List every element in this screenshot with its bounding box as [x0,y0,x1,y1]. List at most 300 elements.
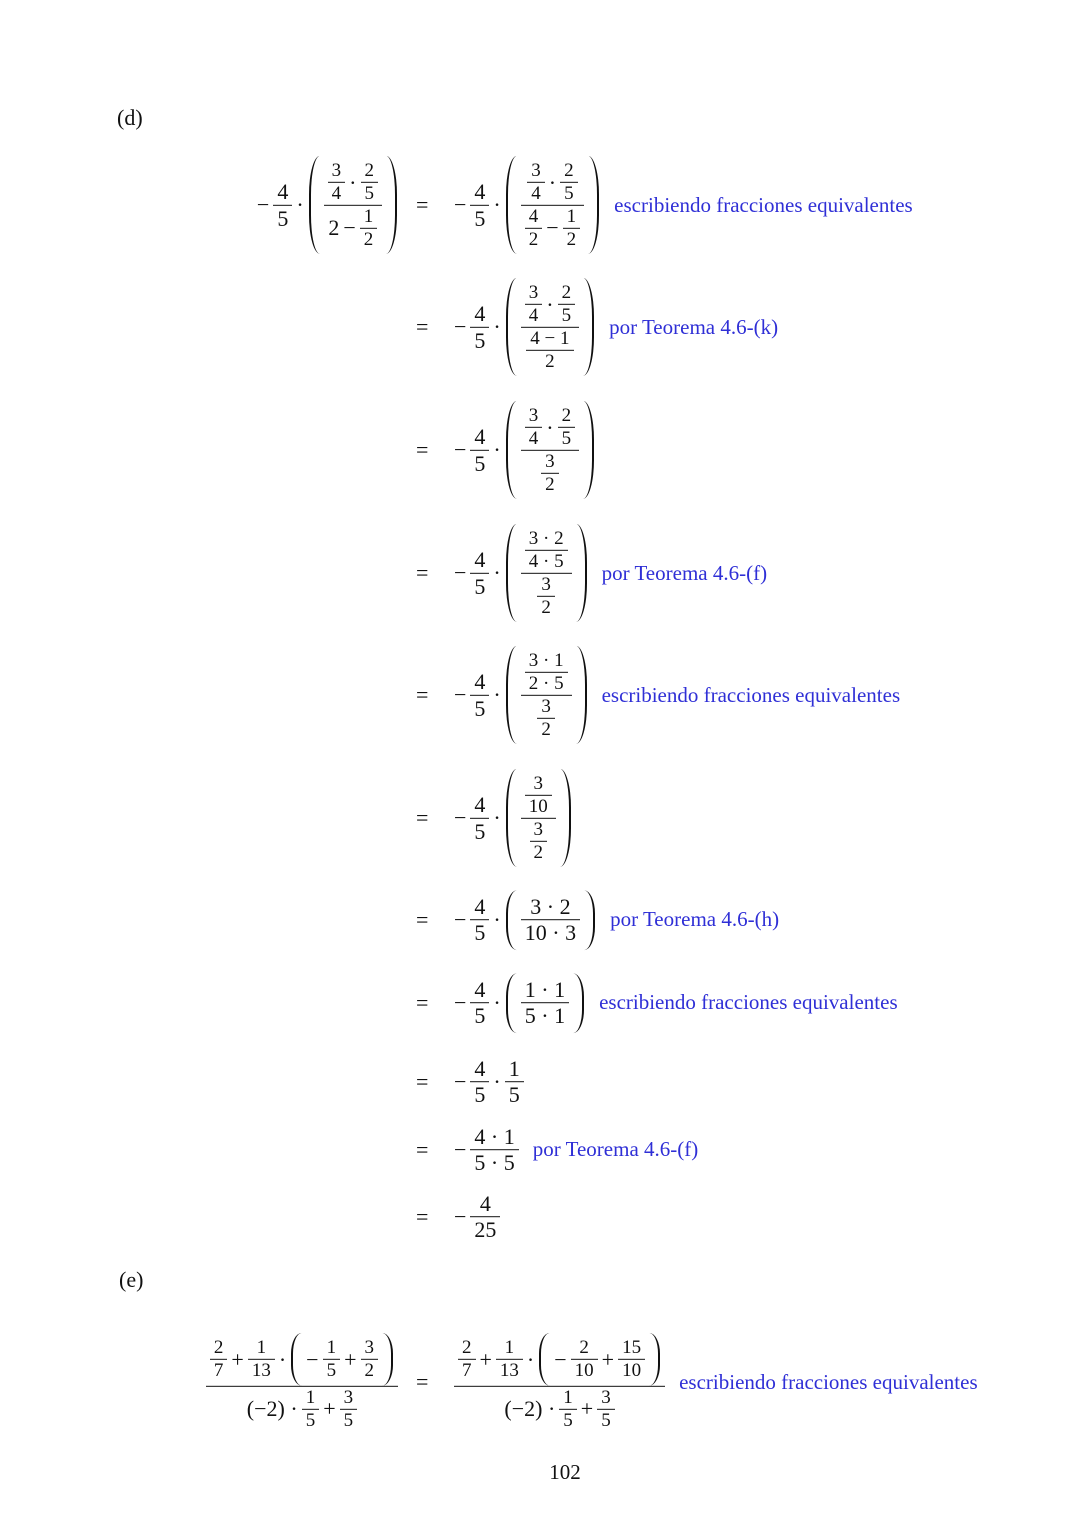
math-symbol: 13 [251,1359,271,1381]
math-symbol: + [601,1346,615,1372]
math-symbol: 4 [474,894,486,920]
math-symbol: 5 [305,1409,316,1431]
fraction [525,773,552,818]
math-group [452,646,590,744]
equals-sign: = [416,1204,429,1229]
math-group [204,1333,400,1431]
justification-note: por Teorema 4.6-(f) [532,1137,699,1162]
left-paren [506,973,517,1033]
math-symbol: 4 [474,547,486,573]
math-symbol: − [454,682,467,707]
equals-sign: = [416,805,429,830]
math-symbol: 1 [305,1386,316,1408]
left-hand-side [204,1333,400,1431]
math-symbol: − [256,192,270,217]
left-hand-side [255,156,400,254]
right-paren [588,156,599,254]
fraction [530,819,548,864]
math-symbol: 10 [622,1359,642,1381]
fraction [521,282,579,372]
denominator [360,228,378,250]
math-symbol: 3 [528,404,539,426]
fraction [470,1191,500,1243]
denominator [505,1083,524,1108]
fraction [560,160,578,205]
math-group [452,1056,526,1108]
math-group [523,282,577,327]
denominator [302,1409,320,1431]
denominator [537,718,555,740]
math-symbol: 13 [499,1359,519,1381]
denominator [521,206,584,251]
numerator [563,206,581,228]
math-symbol: 3 [541,695,551,717]
math-symbol: 3 [533,818,543,840]
denominator [470,1083,489,1108]
numerator [558,282,576,304]
math-symbol: 1 [508,1056,520,1082]
fraction [521,773,556,863]
math-symbol: 2 [541,718,551,740]
numerator [470,669,489,694]
math-symbol: 4 − 1 [530,327,570,349]
right-paren [576,524,587,622]
numerator [521,977,569,1002]
numerator [476,1191,495,1216]
numerator [559,1387,577,1409]
denominator [525,551,568,573]
denominator [563,228,581,250]
math-symbol: · [546,414,554,440]
numerator [470,424,489,449]
math-symbol: 3 · 2 [530,894,571,920]
numerator [537,574,555,596]
math-group [208,1333,396,1386]
fraction [618,1337,645,1382]
fraction [521,405,579,495]
math-group [452,401,597,499]
fraction [537,574,555,619]
math-symbol: + [479,1346,492,1372]
math-symbol: 5 [277,205,289,231]
fraction [361,160,379,205]
right-paren [584,890,595,950]
right-paren [386,156,397,254]
right-hand-side [452,646,900,744]
denominator [533,574,559,619]
denominator [361,1360,379,1382]
math-symbol: 4 [474,301,486,327]
right-hand-side [452,401,597,499]
math-symbol: 2 [545,350,555,372]
math-group [452,890,598,950]
math-symbol: − [454,1137,467,1162]
denominator [559,1409,577,1431]
right-paren [560,769,571,867]
denominator [541,473,559,495]
math-symbol: · [493,192,501,217]
math-symbol: (−2) · [246,1396,298,1422]
math-symbol: 3 · 1 [528,649,564,671]
math-group [456,1333,663,1386]
left-paren [506,401,517,499]
numerator [324,160,382,205]
math-group [452,1191,502,1243]
math-group [523,206,582,251]
right-paren [649,1333,660,1386]
fraction [302,1387,320,1432]
math-symbol: · [493,314,501,339]
fraction [558,405,576,450]
parenthesized-group [506,401,594,499]
parenthesized-group [506,973,584,1033]
math-symbol: 3 [601,1386,611,1408]
math-symbol: 2 [363,228,374,250]
math-symbol: 2 [528,228,539,250]
math-group [304,1337,380,1382]
fraction [521,977,569,1029]
math-symbol: 5 [474,695,486,721]
math-symbol: 5 [561,427,572,449]
right-hand-side [452,156,913,254]
math-symbol: 5 [326,1359,337,1381]
math-symbol: + [323,1396,336,1422]
fraction [597,1387,615,1432]
left-paren [506,524,517,622]
numerator [470,547,489,572]
math-symbol: · [493,1069,501,1094]
numerator [526,894,574,919]
math-symbol: 1 [363,205,374,227]
right-hand-side [452,1124,698,1176]
math-symbol: 4 [474,792,486,818]
left-paren [506,278,517,376]
math-symbol: 5 · 1 [524,1003,566,1029]
math-symbol: − [454,437,467,462]
parenthesized-group [506,524,587,622]
math-symbol: 2 [462,1336,472,1358]
numerator [470,894,489,919]
denominator [530,841,548,863]
denominator [470,1004,489,1029]
math-symbol: 4 [479,1191,491,1217]
fraction [470,424,489,476]
math-symbol: · [493,682,501,707]
left-paren [506,646,517,744]
equals-sign: = [416,907,429,932]
math-symbol: 4 [474,669,486,695]
math-symbol: 5 [474,205,486,231]
fraction [470,669,489,721]
math-symbol: − [454,1204,467,1229]
denominator [558,428,576,450]
paren-content [519,278,581,376]
parenthesized-group [506,646,587,744]
numerator [328,160,346,182]
math-symbol: 3 [343,1386,354,1408]
numerator [360,206,378,228]
math-group [525,160,579,205]
denominator [525,428,543,450]
fraction [525,282,543,327]
right-hand-side [452,278,778,376]
denominator [533,696,559,741]
math-symbol: 2 [579,1336,589,1358]
math-symbol: 10 [574,1359,594,1381]
numerator [521,773,556,818]
math-symbol: 10 [528,795,548,817]
math-symbol: 4 [474,424,486,450]
math-symbol: 2 [213,1336,224,1358]
math-symbol: 3 [331,159,342,181]
math-symbol: 3 [531,159,541,181]
numerator [527,160,545,182]
math-group [452,278,597,376]
math-group [326,160,380,205]
numerator [273,179,292,204]
right-paren [583,401,594,499]
parenthesized-group [506,890,595,950]
equals-sign: = [416,1069,429,1094]
fraction [521,894,580,946]
denominator [597,1409,615,1431]
numerator [530,773,548,795]
math-group [452,769,574,867]
math-symbol: 2 [564,159,574,181]
justification-note: escribiendo fracciones equivalentes [599,990,898,1015]
left-paren [506,769,517,867]
math-symbol: 4 [531,182,541,204]
math-symbol: − [454,192,467,217]
fraction [470,301,489,353]
math-symbol: 5 [474,1082,486,1108]
math-symbol: − [546,215,559,241]
numerator [458,1337,476,1359]
numerator [526,328,573,350]
denominator [526,819,552,864]
denominator [470,1218,500,1243]
math-group [255,156,400,254]
denominator [537,596,555,618]
math-symbol: 3 [541,573,551,595]
numerator [525,650,568,672]
paren-content [519,524,574,622]
paren-content [322,156,384,254]
numerator [470,977,489,1002]
fraction [541,451,559,496]
math-group [502,1387,616,1432]
denominator [558,305,576,327]
numerator [523,160,581,205]
right-paren [382,1333,393,1386]
paren-content [304,1333,380,1386]
math-symbol: · [296,192,304,217]
numerator [537,696,555,718]
math-symbol: · [493,805,501,830]
numerator [454,1333,665,1386]
parenthesized-group [506,278,594,376]
math-symbol: 4 [474,1056,486,1082]
denominator [470,921,489,946]
denominator [525,305,543,327]
math-symbol: 5 · 5 [474,1150,515,1176]
math-symbol: (−2) · [504,1396,556,1422]
denominator [527,183,545,205]
numerator [210,1337,228,1359]
fraction [470,547,489,599]
numerator [525,282,543,304]
math-symbol: 10 · 3 [524,920,577,946]
denominator [525,796,552,818]
math-symbol: 4 · 1 [474,1124,515,1150]
numerator [530,819,548,841]
right-hand-side [452,1056,526,1108]
equals-sign: = [416,1369,429,1394]
equals-sign: = [416,990,429,1015]
numerator [206,1333,398,1386]
numerator [618,1337,645,1359]
math-symbol: − [454,805,467,830]
math-symbol: 2 [545,473,555,495]
math-symbol: 5 [561,304,572,326]
fraction [340,1387,358,1432]
math-symbol: 2 [561,404,572,426]
numerator [575,1337,593,1359]
math-symbol: 7 [213,1359,224,1381]
equals-sign: = [416,314,429,339]
numerator [470,301,489,326]
numerator [541,451,559,473]
numerator [361,160,379,182]
math-symbol: 2 [541,596,551,618]
right-hand-side [452,890,779,950]
fraction [563,206,581,251]
math-group [552,1337,647,1382]
numerator [361,1337,379,1359]
left-paren [506,890,517,950]
math-symbol: − [454,560,467,585]
math-group [452,1124,521,1176]
math-symbol: 3 · 2 [528,527,564,549]
numerator [323,1337,341,1359]
fraction [525,405,543,450]
math-symbol: 2 [364,1359,374,1381]
parenthesized-group [539,1333,660,1386]
denominator [470,328,489,353]
justification-note: escribiendo fracciones equivalentes [601,682,901,707]
math-symbol: 5 [364,182,374,204]
part-e-label: (e) [119,1267,144,1292]
math-symbol: 3 [528,281,539,303]
paren-content [519,973,571,1033]
fraction [527,160,545,205]
denominator [361,183,379,205]
right-hand-side [452,769,574,867]
math-group [245,1387,359,1432]
numerator [521,650,572,695]
numerator [302,1387,320,1409]
math-symbol: 3 [545,450,555,472]
numerator [525,405,543,427]
paren-content [519,646,574,744]
math-group [452,973,587,1033]
parenthesized-group [506,156,599,254]
math-symbol: 3 [533,772,543,794]
denominator [560,183,578,205]
math-symbol: 5 [474,327,486,353]
fraction [558,282,576,327]
parenthesized-group [309,156,397,254]
fraction [505,1056,524,1108]
math-symbol: − [554,1346,567,1372]
math-symbol: 4 [528,205,539,227]
numerator [470,792,489,817]
denominator [470,1151,518,1176]
math-symbol: 1 [256,1336,267,1358]
paren-content [519,401,581,499]
justification-note: escribiendo fracciones equivalentes [614,192,913,217]
math-symbol: 4 · 5 [528,550,564,572]
math-symbol: − [454,990,467,1015]
fraction [273,179,292,231]
fraction [360,206,378,251]
math-group [326,206,379,251]
math-symbol: 5 [474,450,486,476]
math-group [452,524,590,622]
numerator [470,179,489,204]
denominator [522,328,577,373]
left-paren [539,1333,550,1386]
right-paren [576,646,587,744]
numerator [521,405,579,450]
part-d-label: (d) [117,105,143,130]
right-hand-side [452,524,767,622]
math-symbol: 4 [528,304,539,326]
denominator [210,1360,228,1382]
numerator [525,528,568,550]
math-symbol: + [231,1346,244,1372]
right-paren [573,973,584,1033]
denominator [618,1360,645,1382]
math-symbol: − [306,1346,319,1372]
math-symbol: 2 [566,228,577,250]
justification-note: por Teorema 4.6-(k) [609,314,779,339]
math-symbol: 2 [533,841,543,863]
math-symbol: 15 [622,1336,642,1358]
right-hand-side [452,973,898,1033]
math-symbol: · [546,291,554,317]
left-paren [309,156,320,254]
math-group [523,405,577,450]
justification-note: escribiendo fracciones equivalentes [679,1369,978,1394]
right-paren [583,278,594,376]
math-symbol: 5 [474,1003,486,1029]
denominator [458,1360,476,1382]
denominator [328,183,346,205]
paren-content [519,769,558,867]
equals-sign: = [416,682,429,707]
fraction [470,792,489,844]
math-symbol: 5 [474,818,486,844]
numerator [505,1056,524,1081]
denominator [525,228,543,250]
fraction [470,1124,518,1176]
fraction [248,1337,275,1382]
math-symbol: − [343,215,356,241]
math-symbol: 2 [328,215,340,241]
fraction [470,1056,489,1108]
right-hand-side [452,1333,978,1431]
